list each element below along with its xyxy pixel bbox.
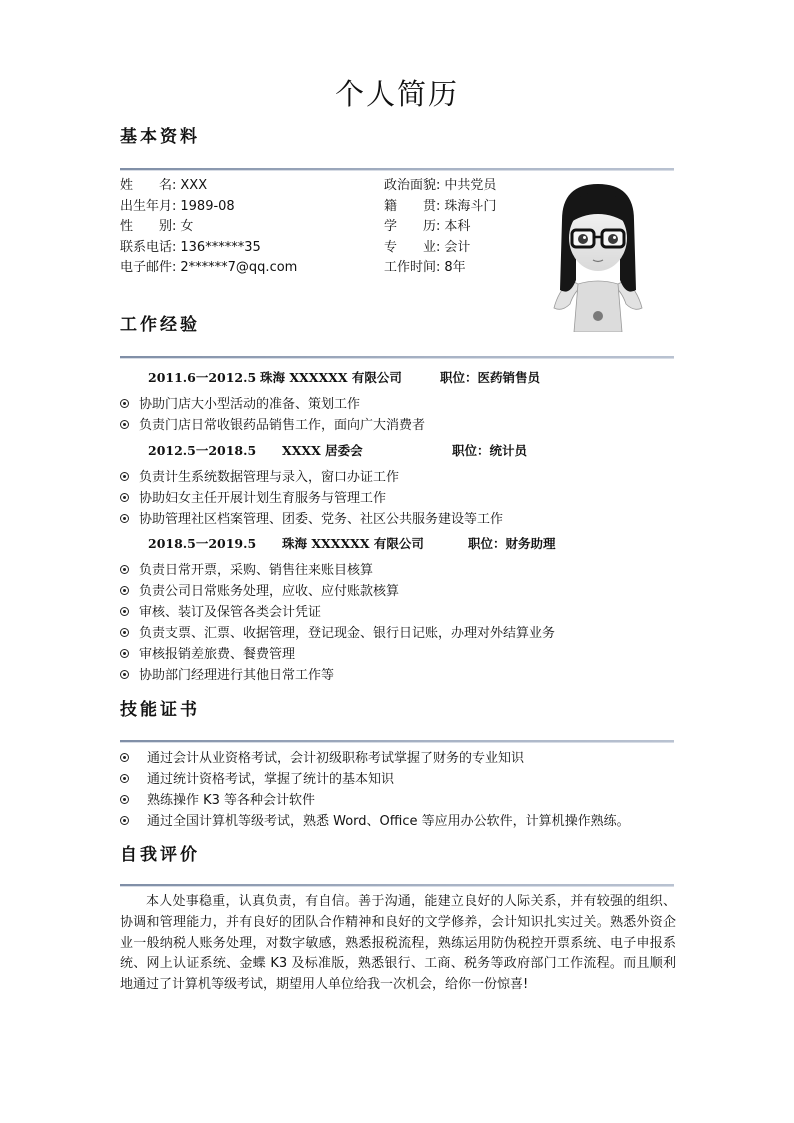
bullet-icon (120, 399, 129, 408)
section-divider (120, 168, 674, 170)
job-position: 职位：医药销售员 (440, 370, 541, 385)
info-row-major (384, 238, 496, 259)
info-row-work-years (384, 258, 496, 279)
duty-text: 协助妇女主任开展计划生育服务与管理工作 (139, 491, 387, 506)
info-value: 会计 (444, 239, 471, 255)
info-label: 籍 贯: (384, 198, 441, 214)
job-company: 珠海 XXXXXX 有限公司 (282, 536, 424, 551)
skill-text: 通过全国计算机等级考试，熟悉 Word、Office 等应用办公软件，计算机操作熟练。 (147, 814, 630, 829)
info-row-birth (120, 197, 297, 218)
job-duties-3 (120, 560, 555, 686)
basic-info-right (384, 176, 496, 279)
skill-text: 通过统计资格考试，掌握了统计的基本知识 (147, 772, 395, 787)
info-row-phone (120, 238, 297, 259)
info-row-hometown (384, 197, 496, 218)
info-label: 联系电话: (120, 239, 177, 255)
duty-text: 协助管理社区档案管理、团委、党务、社区公共服务建设等工作 (139, 512, 504, 527)
job-header-2 (0, 441, 794, 461)
info-row-email (120, 258, 297, 279)
list-item (120, 644, 555, 665)
list-item (120, 467, 503, 488)
list-item (120, 394, 425, 415)
info-label: 出生年月: (120, 198, 177, 214)
job-company: 珠海 XXXXXX 有限公司 (260, 370, 402, 385)
skills-list (120, 748, 630, 832)
skill-text: 熟练操作 K3 等各种会计软件 (147, 793, 316, 808)
bullet-icon (120, 565, 129, 574)
basic-info-left (120, 176, 297, 279)
job-company: XXXX 居委会 (282, 443, 363, 458)
info-value: 珠海斗门 (444, 198, 497, 214)
job-period: 2018.5一2019.5 (148, 536, 257, 551)
section-heading-basic: 基本资料 (120, 127, 200, 147)
section-divider (120, 740, 674, 742)
job-position: 职位：统计员 (452, 443, 528, 458)
page-title: 个人简历 (334, 77, 459, 111)
info-row-political (384, 176, 496, 197)
list-item (120, 581, 555, 602)
info-value: 136******35 (180, 239, 261, 255)
duty-text: 负责门店日常收银药品销售工作，面向广大消费者 (139, 418, 426, 433)
info-value: XXX (180, 178, 208, 193)
duty-text: 负责计生系统数据管理与录入，窗口办证工作 (139, 470, 400, 485)
job-duties-2 (120, 467, 503, 530)
duty-text: 负责公司日常账务处理，应收、应付账款核算 (139, 584, 400, 599)
list-item (120, 790, 630, 811)
info-value: 1989-08 (180, 198, 235, 214)
list-item (120, 623, 555, 644)
bullet-icon (120, 514, 129, 523)
info-label: 专 业: (384, 239, 441, 255)
list-item (120, 488, 503, 509)
list-item (120, 811, 630, 832)
bullet-icon (120, 420, 129, 429)
duty-text: 审核、装订及保管各类会计凭证 (139, 605, 322, 620)
list-item (120, 415, 425, 436)
info-label: 电子邮件: (120, 260, 177, 275)
section-divider (120, 884, 674, 886)
job-position: 职位：财务助理 (468, 536, 556, 551)
section-heading-work: 工作经验 (120, 315, 200, 335)
bullet-icon (120, 586, 129, 595)
list-item (120, 748, 630, 769)
info-row-name (120, 176, 297, 197)
info-value: 8年 (444, 260, 466, 275)
info-value: 本科 (444, 219, 471, 234)
info-value: 2******7@qq.com (180, 260, 298, 275)
section-divider (120, 356, 674, 358)
skill-text: 通过会计从业资格考试，会计初级职称考试掌握了财务的专业知识 (147, 751, 525, 766)
section-heading-skills: 技能证书 (120, 700, 200, 720)
info-label: 政治面貌: (384, 178, 441, 193)
duty-text: 审核报销差旅费、餐费管理 (139, 647, 296, 662)
info-label: 性 别: (120, 219, 177, 234)
job-duties-1 (120, 394, 425, 436)
duty-text: 负责支票、汇票、收据管理，登记现金、银行日记账，办理对外结算业务 (139, 626, 556, 641)
job-header-3 (0, 534, 794, 554)
info-label: 工作时间: (384, 260, 441, 275)
bullet-icon (120, 472, 129, 481)
list-item (120, 509, 503, 530)
bullet-icon (120, 628, 129, 637)
info-row-education (384, 217, 496, 238)
bullet-icon (120, 816, 129, 825)
duty-text: 负责日常开票，采购、销售往来账目核算 (139, 563, 374, 578)
bullet-icon (120, 670, 129, 679)
bullet-icon (120, 493, 129, 502)
bullet-icon (120, 795, 129, 804)
list-item (120, 665, 555, 686)
job-period: 2012.5一2018.5 (148, 443, 257, 458)
duty-text: 协助部门经理进行其他日常工作等 (139, 668, 335, 683)
bullet-icon (120, 649, 129, 658)
info-value: 女 (180, 219, 194, 234)
info-label: 学 历: (384, 219, 441, 234)
duty-text: 协助门店大小型活动的准备、策划工作 (139, 397, 361, 412)
job-period: 2011.6一2012.5 (148, 370, 257, 385)
info-row-gender (120, 217, 297, 238)
info-label: 姓 名: (120, 178, 177, 193)
bullet-icon (120, 753, 129, 762)
list-item (120, 769, 630, 790)
avatar (548, 180, 648, 332)
list-item (120, 602, 555, 623)
bullet-icon (120, 774, 129, 783)
bullet-icon (120, 607, 129, 616)
section-heading-self: 自我评价 (120, 845, 200, 865)
job-header-1 (0, 368, 794, 388)
list-item (120, 560, 555, 581)
info-value: 中共党员 (444, 178, 497, 193)
self-evaluation-text: 本人处事稳重，认真负责，有自信。善于沟通，能建立良好的人际关系，并有较强的组织、协调和管理能力，并有良好的团队合作精神和良好的文学修养，会计知识扎实过关。熟悉外资企业一般纳税人账务处理，对数字敏感，熟悉报税流程，熟练运用防伪税控开票系统、电子申报系统、网上认证系统、金蝶 K3 及标准版，熟悉银行、工商、税务等政府部门工作流程。而且顺利地通过了计算机等级考试，期望用人单位给我一次机会，给你一份惊喜! (120, 894, 676, 993)
